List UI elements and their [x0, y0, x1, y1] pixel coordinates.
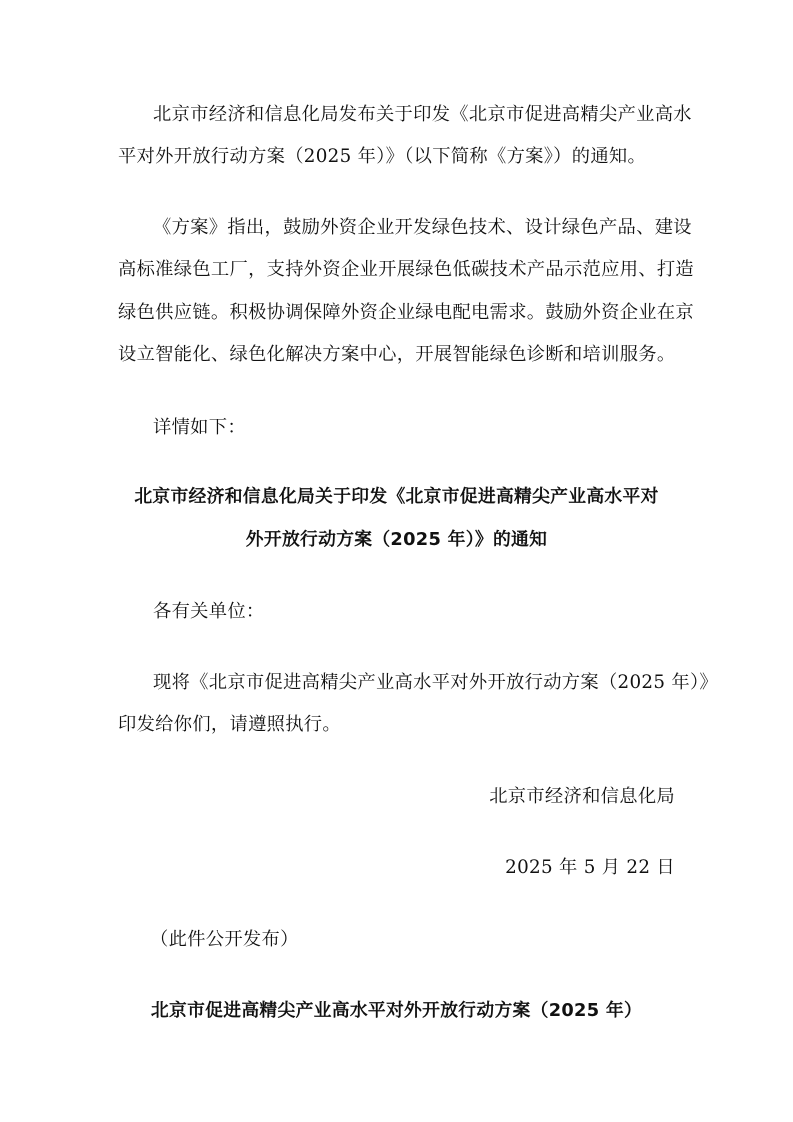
signature-date: 2025 年 5 月 22 日: [505, 857, 675, 878]
intro-line-1: 北京市经济和信息化局发布关于印发《北京市促进高精尖产业高水: [153, 104, 692, 125]
plan-title: 北京市促进高精尖产业高水平对外开放行动方案（2025 年）: [150, 1000, 643, 1021]
notice-title-line-2: 外开放行动方案（2025 年）》的通知: [245, 529, 548, 550]
publication-note: （此件公开发布）: [150, 929, 299, 950]
summary-line-1: 《方案》指出，鼓励外资企业开发绿色技术、设计绿色产品、建设: [153, 217, 692, 238]
summary-line-4: 设立智能化、绿色化解决方案中心，开展智能绿色诊断和培训服务。: [118, 344, 676, 365]
body-line-1: 现将《北京市促进高精尖产业高水平对外开放行动方案（2025 年）》: [153, 672, 718, 693]
body-line-2: 印发给你们，请遵照执行。: [118, 714, 341, 735]
summary-line-2: 高标准绿色工厂，支持外资企业开展绿色低碳技术产品示范应用、打造: [118, 259, 695, 280]
intro-line-2: 平对外开放行动方案（2025 年）》（以下简称《方案》）的通知。: [118, 146, 647, 167]
signature-issuer: 北京市经济和信息化局: [489, 786, 675, 807]
summary-line-3: 绿色供应链。积极协调保障外资企业绿电配电需求。鼓励外资企业在京: [118, 302, 695, 323]
salutation: 各有关单位：: [153, 601, 265, 622]
details-label: 详情如下：: [153, 417, 246, 438]
notice-title-line-1: 北京市经济和信息化局关于印发《北京市促进高精尖产业高水平对: [134, 486, 659, 507]
